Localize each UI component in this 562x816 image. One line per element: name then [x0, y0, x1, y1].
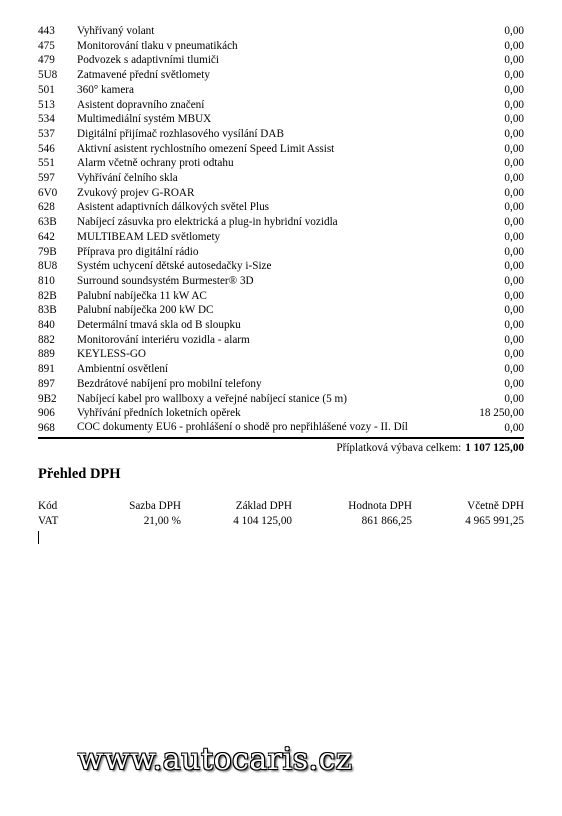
- item-price: 0,00: [504, 333, 524, 346]
- item-code: 534: [38, 113, 55, 126]
- item-code: 9B2: [38, 392, 57, 405]
- item-code: 5U8: [38, 69, 58, 82]
- item-description: Asistent dopravního značení: [77, 98, 205, 111]
- equipment-row: [38, 142, 524, 157]
- vat-section-title: Přehled DPH: [38, 466, 121, 483]
- equipment-row: [38, 259, 524, 274]
- item-code: 906: [38, 407, 55, 420]
- item-description: Vyhřívaný volant: [77, 25, 155, 37]
- equipment-row: [38, 53, 524, 68]
- item-price: 0,00: [504, 304, 524, 317]
- item-price: 0,00: [504, 319, 524, 332]
- item-price: 0,00: [504, 172, 524, 185]
- item-description: Podvozek s adaptivními tlumiči: [77, 54, 220, 67]
- item-code: 475: [38, 39, 55, 52]
- item-code: 6V0: [38, 186, 58, 199]
- item-price: 0,00: [504, 98, 524, 111]
- item-description: Surround soundsystém Burmester® 3D: [77, 274, 254, 287]
- item-code: 443: [38, 25, 55, 37]
- item-price: 0,00: [504, 230, 524, 243]
- item-description: Vyhřívání předních loketních opěrek: [77, 407, 241, 420]
- item-code: 840: [38, 319, 55, 332]
- item-description: Systém uchycení dětské autosedačky i-Size: [77, 260, 272, 273]
- equipment-row: [38, 39, 524, 54]
- item-code: 810: [38, 274, 55, 287]
- item-description: KEYLESS-GO: [77, 348, 146, 361]
- item-code: 82B: [38, 289, 57, 302]
- item-description: Nabíjecí zásuvka pro elektrická a plug-in hybridní vozidla: [77, 216, 338, 229]
- item-code: 546: [38, 142, 55, 155]
- item-code: 628: [38, 201, 55, 214]
- item-price: 0,00: [504, 39, 524, 52]
- equipment-row: [38, 215, 524, 230]
- equipment-row: [38, 392, 524, 407]
- item-description: Alarm včetně ochrany proti odtahu: [77, 157, 234, 170]
- item-price: 0,00: [504, 289, 524, 302]
- item-description: MULTIBEAM LED světlomety: [77, 230, 221, 243]
- equipment-row: [38, 421, 524, 436]
- equipment-row: [38, 127, 524, 142]
- total-label: Příplatková výbava celkem:: [336, 441, 462, 454]
- equipment-row: [38, 230, 524, 245]
- item-price: 0,00: [504, 377, 524, 390]
- equipment-row: [38, 186, 524, 201]
- text-cursor[interactable]: [38, 531, 39, 544]
- item-description: Digitální přijímač rozhlasového vysílání DAB: [77, 127, 284, 140]
- item-price: 0,00: [504, 274, 524, 287]
- item-description: Zvukový projev G-ROAR: [77, 186, 195, 199]
- item-description: Aktivní asistent rychlostního omezení Speed Limit Assist: [77, 142, 335, 155]
- item-description: Asistent adaptivních dálkových světel Plus: [77, 201, 270, 214]
- item-description: Monitorování interiéru vozidla - alarm: [77, 333, 250, 346]
- vat-header-hodnota: Hodnota DPH: [348, 500, 412, 513]
- item-description: Palubní nabíječka 11 kW AC: [77, 289, 207, 302]
- item-price: 0,00: [504, 142, 524, 155]
- item-price: 0,00: [504, 260, 524, 273]
- item-code: 83B: [38, 304, 57, 317]
- item-description: Nabíjecí kabel pro wallboxy a veřejné nabíjecí stanice (5 m): [77, 392, 347, 405]
- item-price: 0,00: [504, 245, 524, 258]
- item-code: 79B: [38, 245, 57, 258]
- equipment-table: [38, 24, 524, 436]
- item-description: COC dokumenty EU6 - prohlášení o shodě pro nepřihlášené vozy - II. Díl: [77, 420, 408, 433]
- equipment-table-body: [38, 24, 524, 436]
- vat-header-kod: Kód: [38, 500, 58, 513]
- equipment-row: [38, 245, 524, 260]
- item-price: 0,00: [504, 113, 524, 126]
- item-description: Palubní nabíječka 200 kW DC: [77, 304, 214, 317]
- vat-hodnota: 861 866,25: [361, 514, 412, 527]
- equipment-row: [38, 156, 524, 171]
- equipment-row: [38, 171, 524, 186]
- item-code: 63B: [38, 216, 57, 229]
- item-price: 0,00: [504, 157, 524, 170]
- equipment-row: [38, 347, 524, 362]
- vat-sazba: 21,00 %: [143, 514, 181, 527]
- equipment-row: [38, 274, 524, 289]
- vat-vcetne: 4 965 991,25: [465, 514, 524, 527]
- item-price: 0,00: [504, 186, 524, 199]
- vat-header-row: [38, 499, 524, 514]
- item-price: 0,00: [504, 348, 524, 361]
- item-price: 0,00: [504, 363, 524, 376]
- equipment-row: [38, 406, 524, 421]
- equipment-row: [38, 83, 524, 98]
- vat-header-zaklad: Základ DPH: [235, 500, 292, 513]
- equipment-row: [38, 289, 524, 304]
- item-price: 0,00: [504, 25, 524, 37]
- watermark: www.autocaris.cz: [77, 742, 353, 777]
- item-price: 0,00: [504, 83, 524, 96]
- total-divider: [38, 437, 524, 439]
- item-code: 479: [38, 54, 55, 67]
- item-code: 968: [38, 421, 55, 434]
- item-code: 882: [38, 333, 55, 346]
- item-description: Ambientní osvětlení: [77, 363, 169, 376]
- equipment-row: [38, 303, 524, 318]
- equipment-row: [38, 377, 524, 392]
- vat-zaklad: 4 104 125,00: [233, 514, 292, 527]
- item-code: 551: [38, 157, 55, 170]
- item-price: 0,00: [504, 421, 524, 434]
- item-description: Multimediální systém MBUX: [77, 113, 212, 126]
- item-description: Zatmavené přední světlomety: [77, 69, 210, 82]
- equipment-row: [38, 112, 524, 127]
- equipment-total: [38, 441, 524, 456]
- item-code: 8U8: [38, 260, 58, 273]
- item-price: 0,00: [504, 69, 524, 82]
- item-price: 0,00: [504, 201, 524, 214]
- item-description: Vyhřívání čelního skla: [77, 172, 178, 185]
- vat-kod: VAT: [38, 514, 59, 527]
- item-code: 501: [38, 83, 55, 96]
- vat-header-vcetne: Včetně DPH: [467, 500, 524, 513]
- item-code: 897: [38, 377, 55, 390]
- item-code: 889: [38, 348, 55, 361]
- item-description: Determální tmavá skla od B sloupku: [77, 319, 241, 332]
- item-code: 513: [38, 98, 55, 111]
- vat-header-sazba: Sazba DPH: [129, 500, 181, 513]
- equipment-row: [38, 318, 524, 333]
- equipment-row: [38, 98, 524, 113]
- vat-data-row: [38, 514, 524, 529]
- item-price: 0,00: [504, 216, 524, 229]
- item-price: 18 250,00: [479, 407, 524, 420]
- item-price: 0,00: [504, 392, 524, 405]
- equipment-row: [38, 362, 524, 377]
- equipment-row: [38, 24, 524, 39]
- item-price: 0,00: [504, 54, 524, 67]
- total-value: 1 107 125,00: [465, 441, 524, 454]
- item-description: Příprava pro digitální rádio: [77, 245, 199, 258]
- item-code: 537: [38, 127, 55, 140]
- item-code: 642: [38, 230, 55, 243]
- item-code: 891: [38, 363, 55, 376]
- equipment-row: [38, 333, 524, 348]
- item-description: 360° kamera: [77, 83, 134, 96]
- item-description: Monitorování tlaku v pneumatikách: [77, 39, 238, 52]
- item-description: Bezdrátové nabíjení pro mobilní telefony: [77, 377, 262, 390]
- document-page: [38, 24, 524, 544]
- equipment-row: [38, 200, 524, 215]
- equipment-row: [38, 68, 524, 83]
- vat-table: [38, 499, 524, 528]
- item-price: 0,00: [504, 127, 524, 140]
- item-code: 597: [38, 172, 55, 185]
